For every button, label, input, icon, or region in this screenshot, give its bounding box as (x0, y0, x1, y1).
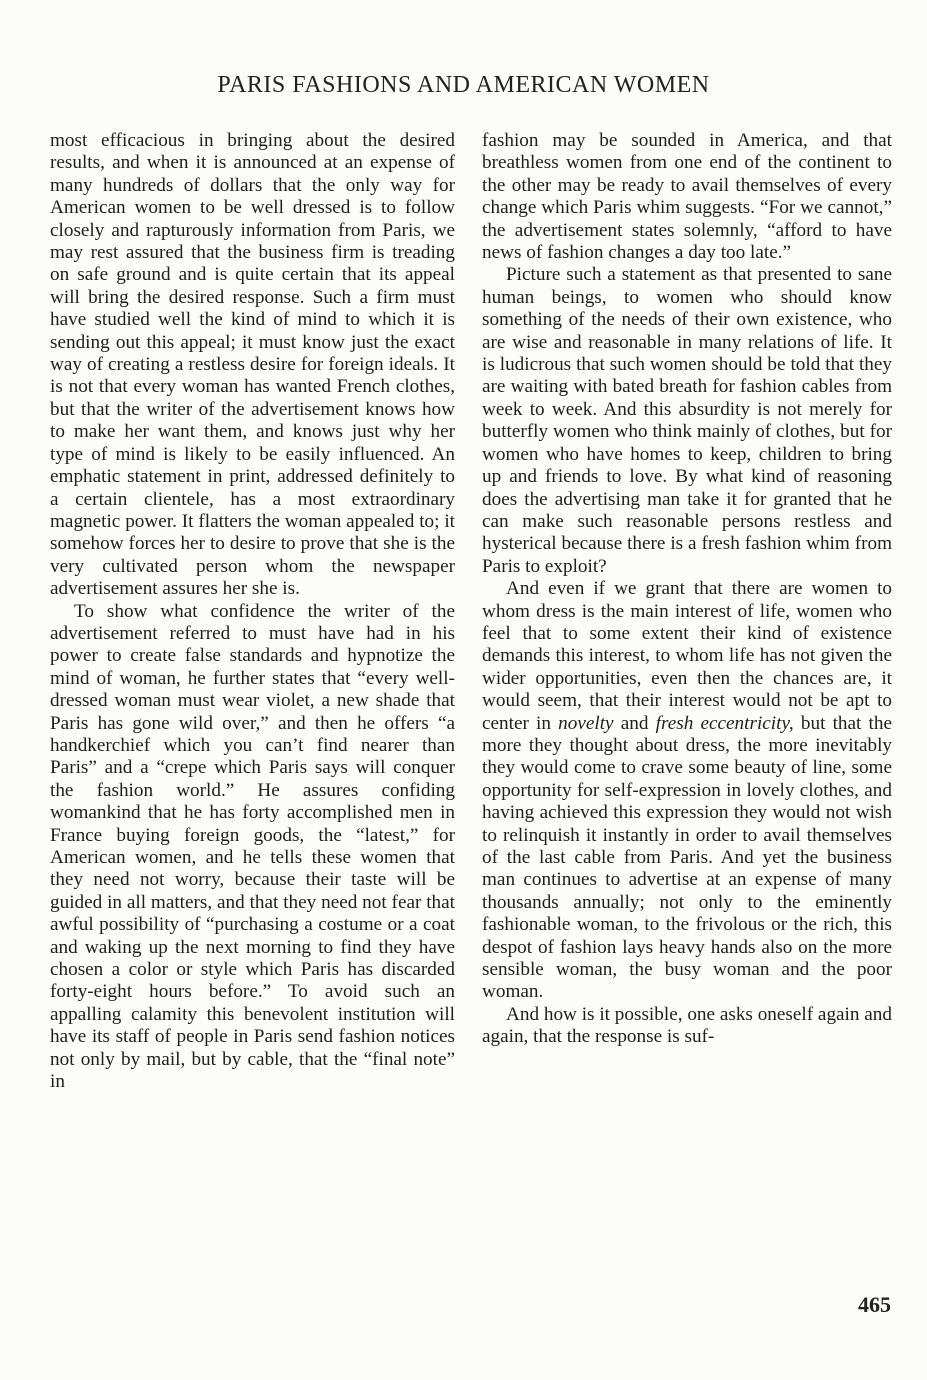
italic-emphasis: fresh eccentricity, (655, 712, 794, 734)
paragraph-continued: most efficacious in bringing about the desired results, and when it is announced at an expense of many hundreds of dollars that the only way for American women to be well dressed is to follow closely and rapturously information from Paris, we may rest assured that the business firm is treading on safe ground and is quite certain that its appeal will bring the desired response. Such a firm must have studied well the kind of mind to which it is sending out this appeal; it must know just the exact way of creating a restless desire for foreign ideals. It is not that every woman has wanted French clothes, but that the writer of the advertisement knows how to make her want them, and knows just why her type of mind is likely to be easily influenced. An emphatic statement in print, addressed definitely to a certain clientele, has a most extraordinary magnetic power. It flatters the woman appealed to; it somehow forces her to desire to prove that she is the very cultivated person whom the newspaper advertisement assures her she is. (50, 130, 455, 600)
paragraph-text: And even if we grant that there are women to whom dress is the main interest of life, women who feel that to some extent their kind of existence demands this interest, to whom life has not given the wider opportunities, even then the chances are, it would seem, that their interest would not be apt to center in (482, 578, 892, 734)
page-number: 465 (858, 1292, 891, 1317)
paragraph: Picture such a statement as that presented to sane human beings, to women who should know something of the needs of their own existence, who are wise and reasonable in many relations of life. It is ludicrous that such women should be told that they are waiting with bated breath for fashion cables from week to week. And this absurdity is not merely for butterfly women who think mainly of clothes, but for women who have homes to keep, children to bring up and friends to love. By what kind of reasoning does the advertising man take it for granted that he can make such reasonable persons restless and hysterical because there is a fresh fashion whim from Paris to exploit? (482, 264, 892, 577)
right-text-column (482, 130, 892, 1049)
paragraph-text: and (613, 712, 656, 734)
paragraph (482, 578, 892, 1004)
paragraph: To show what confidence the writer of the advertisement referred to must have had in his power to create false standards and hypnotize the mind of woman, he further states that “every well-dressed woman must wear violet, a new shade that Paris has gone wild over,” and then he offers “a handkerchief which you can’t find nearer than Paris” and a “crepe which Paris says will conquer the fashion world.” He assures confiding womankind that he has forty accomplished men in France buying foreign goods, the “latest,” for American women, and he tells these women that they need not worry, because their taste will be guided in all matters, and that they need not fear that awful possibility of “purchasing a costume or a coat and waking up the next morning to find they have chosen a color or style which Paris has discarded forty-eight hours before.” To avoid such an appalling calamity this benevolent institution will have its staff of people in Paris send fashion notices not only by mail, but by cable, that the “final note” in (50, 600, 455, 1093)
paragraph-text: but that the more they thought about dress, the more inevitably they would come to crave some beauty of line, some opportunity for self-expression in lovely clothes, and having achieved this expression they would not wish to relinquish it instantly in order to avail themselves of the last cable from Paris. And yet the business man continues to advertise at an expense of many thousands annually; not only to the eminently fashionable woman, to the frivolous or the rich, this despot of fashion lays heavy hands also on the more sensible woman, the busy woman and the poor woman. (482, 712, 892, 1003)
running-title: PARIS FASHIONS AND AMERICAN WOMEN (217, 72, 710, 98)
paragraph: And how is it possible, one asks oneself again and again, that the response is suf- (482, 1003, 892, 1048)
paragraph-continued: fashion may be sounded in America, and that breathless women from one end of the continent to the other may be ready to avail themselves of every change which Paris whim suggests. “For we cannot,” the advertisement states solemnly, “afford to have news of fashion changes a day too late.” (482, 130, 892, 264)
italic-emphasis: novelty (558, 712, 614, 734)
left-text-column (50, 130, 455, 1093)
